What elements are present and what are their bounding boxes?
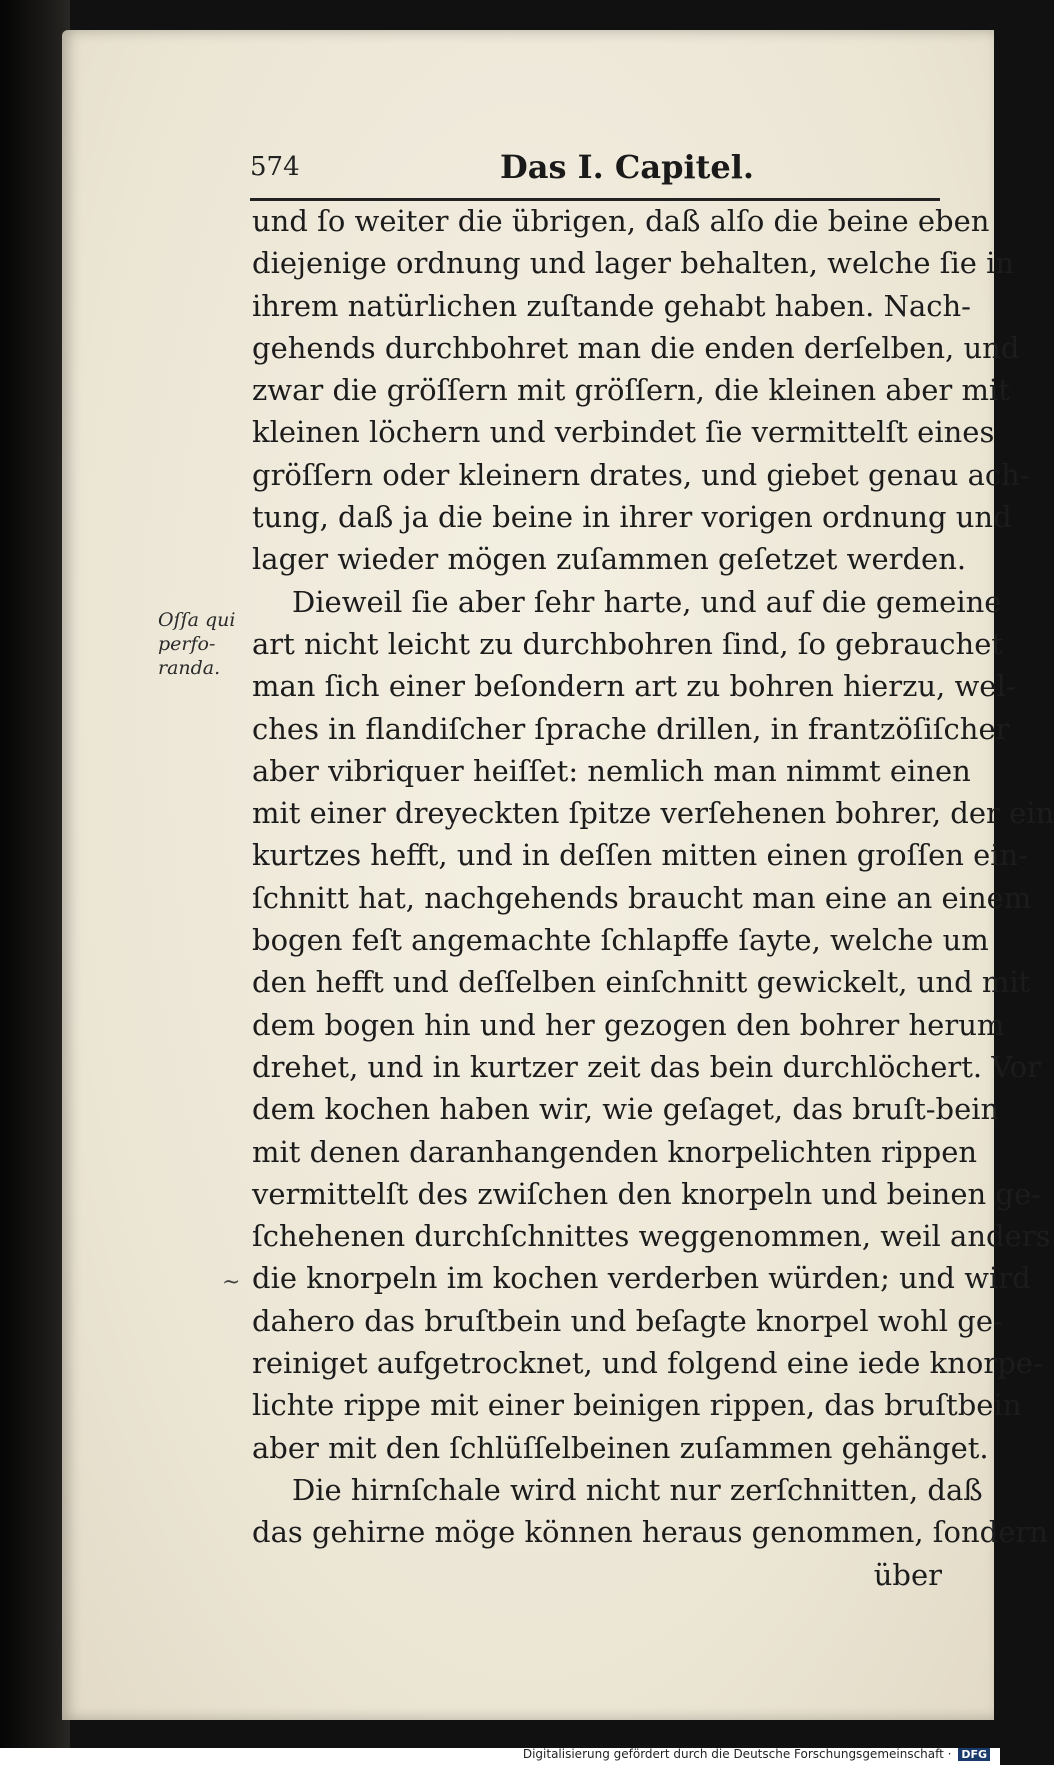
text-line: lichte rippe mit einer beinigen rippen, das bruſtbein bbox=[252, 1388, 1022, 1423]
text-line: diejenige ordnung und lager behalten, welche ſie in bbox=[252, 246, 1015, 281]
text-line: zwar die gröſſern mit gröſſern, die kleinen aber mit bbox=[252, 373, 1010, 408]
running-head: Das I. Capitel. bbox=[500, 148, 755, 186]
catchword: über bbox=[873, 1557, 942, 1592]
text-line: ſchehenen durchſchnittes weggenommen, weil anders bbox=[252, 1219, 1051, 1254]
text-line: mit einer dreyeckten ſpitze verſehenen bohrer, der ein bbox=[252, 796, 1054, 831]
text-line: aber vibriquer heiſſet: nemlich man nimmt einen bbox=[252, 753, 971, 788]
body-text bbox=[252, 200, 1054, 1596]
text-line: gröſſern oder kleinern drates, und giebet genau ach- bbox=[252, 457, 1030, 492]
text-line: mit denen daranhangenden knorpelichten rippen bbox=[252, 1134, 978, 1169]
text-line: dahero das bruſtbein und beſagte knorpel wohl ge- bbox=[252, 1303, 1003, 1338]
text-line: den hefft und deſſelben einſchnitt gewickelt, und mit bbox=[252, 965, 1031, 1000]
page-number: 574 bbox=[250, 152, 300, 182]
text-line: ihrem natürlichen zuſtande gehabt haben. Nach- bbox=[252, 288, 971, 323]
text-line: Die hirnſchale wird nicht nur zerſchnitten, daß bbox=[292, 1472, 983, 1507]
text-line: drehet, und in kurtzer zeit das bein durchlöchert. Vor bbox=[252, 1049, 1041, 1084]
text-line: reiniget aufgetrocknet, und folgend eine iede knorpe- bbox=[252, 1346, 1043, 1381]
text-line: aber mit den ſchlüſſelbeinen zuſammen gehänget. bbox=[252, 1430, 989, 1465]
book-spine-shadow bbox=[0, 0, 70, 1765]
text-line: dem bogen hin und her gezogen den bohrer herum bbox=[252, 1007, 1005, 1042]
margin-note-line: randa. bbox=[158, 657, 221, 679]
text-line: und ſo weiter die übrigen, daß alſo die beine eben bbox=[252, 204, 990, 238]
text-line: dem kochen haben wir, wie geſaget, das bruſt-bein bbox=[252, 1092, 1000, 1127]
margin-note-line: Oſſa qui bbox=[158, 609, 236, 631]
margin-note-line: perfo- bbox=[158, 633, 216, 655]
text-line: man ſich einer beſondern art zu bohren hierzu, wel- bbox=[252, 669, 1016, 704]
margin-note bbox=[158, 608, 258, 680]
text-line: lager wieder mögen zuſammen geſetzet werden. bbox=[252, 542, 967, 577]
credit-text: Digitalisierung gefördert durch die Deutsche Forschungsgemeinschaft bbox=[522, 1747, 944, 1761]
text-line: ſchnitt hat, nachgehends braucht man eine an einem bbox=[252, 880, 1032, 915]
margin-mark: ~ bbox=[222, 1270, 241, 1295]
text-line: das gehirne möge können heraus genommen, ſondern bbox=[252, 1515, 1048, 1550]
text-line: kleinen löchern und verbindet ſie vermittelſt eines bbox=[252, 415, 995, 450]
text-line: gehends durchbohret man die enden derſelben, und bbox=[252, 330, 1020, 365]
text-line: bogen feſt angemachte ſchlapffe ſayte, welche um bbox=[252, 923, 989, 958]
text-line: ches in flandiſcher ſprache drillen, in frantzöſiſcher bbox=[252, 711, 1010, 746]
dfg-logo: DFG bbox=[958, 1748, 990, 1761]
text-line: kurtzes hefft, und in deſſen mitten einen groſſen ein- bbox=[252, 838, 1029, 873]
text-line: vermittelſt des zwiſchen den knorpeln und beinen ge- bbox=[252, 1176, 1041, 1211]
digitization-credit: Digitalisierung gefördert durch die Deutsche Forschungsgemeinschaft · DFG bbox=[523, 1747, 990, 1761]
text-line: die knorpeln im kochen verderben würden; und wird bbox=[252, 1261, 1031, 1296]
text-line: Dieweil ſie aber ſehr harte, und auf die gemeine bbox=[292, 584, 1002, 619]
text-line: art nicht leicht zu durchbohren ſind, ſo gebrauchet bbox=[252, 626, 1004, 661]
text-line: tung, daß ja die beine in ihrer vorigen ordnung und bbox=[252, 500, 1012, 535]
